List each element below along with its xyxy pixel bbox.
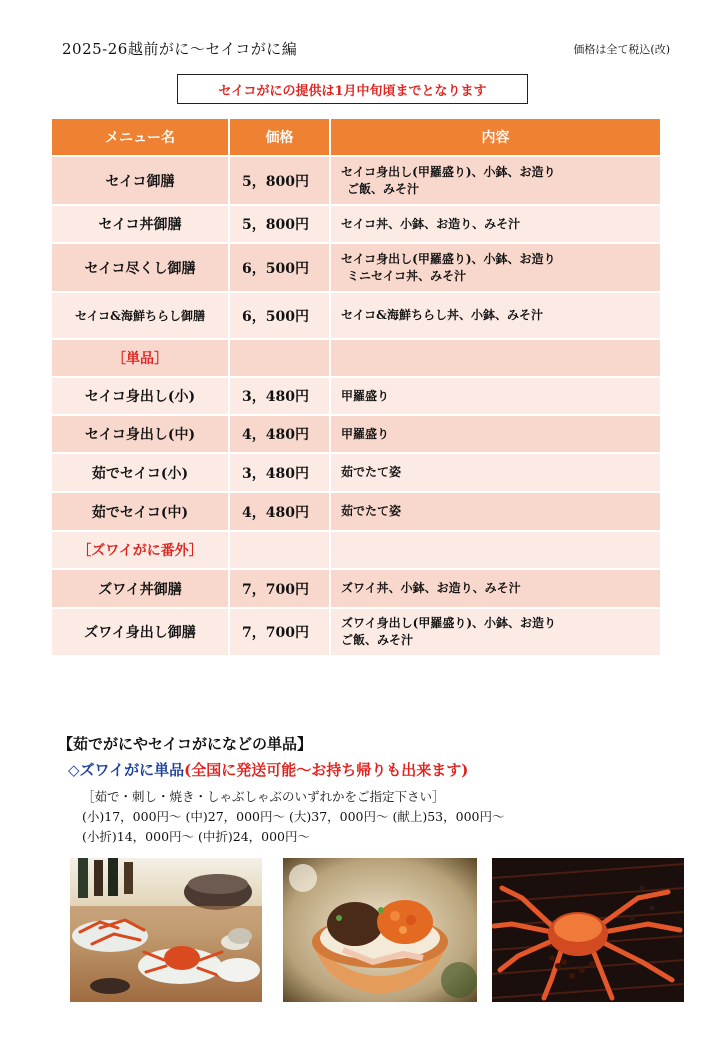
menu-desc bbox=[330, 608, 660, 655]
empty-cell bbox=[330, 531, 660, 569]
menu-name: セイコ身出し(小) bbox=[52, 377, 229, 415]
section-label: ［単品］ bbox=[52, 339, 229, 377]
size-price-list: (小)17，000円～ (中)27，000円～ (大)37，000円～ (献上)53，000円～ bbox=[82, 809, 505, 824]
page-title: 2025-26越前がに～セイコがに編 bbox=[62, 40, 298, 58]
table-row bbox=[52, 292, 660, 339]
menu-price: 7，700円 bbox=[229, 569, 330, 608]
menu-name: ズワイ身出し御膳 bbox=[52, 608, 229, 655]
menu-desc bbox=[330, 569, 660, 608]
section-row bbox=[52, 531, 660, 569]
table-row bbox=[52, 156, 660, 205]
whole-crab-illustration bbox=[492, 858, 684, 1002]
cooking-options-note: ［茹で・刺し・焼き・しゃぶしゃぶのいずれかをご指定下さい］ bbox=[82, 789, 445, 804]
desc-line: ご飯、みそ汁 bbox=[347, 181, 420, 196]
menu-desc bbox=[330, 492, 660, 531]
shipping-note: (全国に発送可能～お持ち帰りも出来ます) bbox=[184, 761, 469, 779]
menu-price: 5，800円 bbox=[229, 205, 330, 243]
empty-cell bbox=[330, 339, 660, 377]
whole-crab-photo bbox=[492, 858, 684, 1002]
tax-note: 価格は全て税込(改) bbox=[573, 43, 670, 56]
header-contents: 内容 bbox=[330, 119, 660, 156]
table-row bbox=[52, 569, 660, 608]
desc-line: ズワイ身出し(甲羅盛り)、小鉢、お造り bbox=[341, 616, 556, 630]
menu-desc bbox=[330, 292, 660, 339]
menu-desc bbox=[330, 156, 660, 205]
menu-desc bbox=[330, 243, 660, 292]
menu-price: 3，480円 bbox=[229, 377, 330, 415]
section-label: ［ズワイがに番外］ bbox=[52, 531, 229, 569]
crab-feast-photo bbox=[70, 858, 262, 1002]
table-row bbox=[52, 205, 660, 243]
desc-line: ズワイ丼、小鉢、お造り、みそ汁 bbox=[341, 581, 521, 595]
menu-price: 4，480円 bbox=[229, 492, 330, 531]
zuwai-single-heading bbox=[68, 759, 468, 780]
desc-line: 茹でたて姿 bbox=[341, 504, 402, 518]
menu-price: 6，500円 bbox=[229, 292, 330, 339]
menu-price: 7，700円 bbox=[229, 608, 330, 655]
header-menu-name: メニュー名 bbox=[52, 119, 229, 156]
desc-line: 甲羅盛り bbox=[341, 388, 390, 403]
desc-line: ミニセイコ丼、みそ汁 bbox=[347, 268, 467, 283]
desc-line: セイコ身出し(甲羅盛り)、小鉢、お造り bbox=[341, 164, 556, 179]
table-row bbox=[52, 608, 660, 655]
desc-line: セイコ身出し(甲羅盛り)、小鉢、お造り bbox=[341, 251, 556, 266]
header-price: 価格 bbox=[229, 119, 330, 156]
notice-box bbox=[177, 74, 528, 104]
menu-table-header bbox=[52, 119, 660, 156]
section-row bbox=[52, 339, 660, 377]
menu-name: セイコ丼御膳 bbox=[52, 205, 229, 243]
empty-cell bbox=[229, 339, 330, 377]
table-row bbox=[52, 453, 660, 492]
menu-price: 3，480円 bbox=[229, 453, 330, 492]
desc-line: セイコ&海鮮ちらし丼、小鉢、みそ汁 bbox=[341, 308, 543, 322]
table-row bbox=[52, 377, 660, 415]
menu-desc bbox=[330, 415, 660, 453]
table-row bbox=[52, 243, 660, 292]
notice-text: セイコがにの提供は1月中旬頃までとなります bbox=[218, 83, 487, 99]
desc-line: セイコ丼、小鉢、お造り、みそ汁 bbox=[341, 216, 521, 231]
menu-name: セイコ尽くし御膳 bbox=[52, 243, 229, 292]
menu-name: セイコ&海鮮ちらし御膳 bbox=[52, 292, 229, 339]
crab-feast-illustration bbox=[70, 858, 262, 1002]
menu-desc bbox=[330, 205, 660, 243]
crab-shell-bowl-photo bbox=[283, 858, 477, 1002]
menu-name: セイコ身出し(中) bbox=[52, 415, 229, 453]
menu-price: 6，500円 bbox=[229, 243, 330, 292]
single-items-title: 【茹でがにやセイコがになどの単品】 bbox=[58, 735, 312, 753]
empty-cell bbox=[229, 531, 330, 569]
menu-name: 茹でセイコ(中) bbox=[52, 492, 229, 531]
menu-table bbox=[52, 119, 660, 655]
menu-name: ズワイ丼御膳 bbox=[52, 569, 229, 608]
desc-line: ご飯、みそ汁 bbox=[341, 633, 414, 647]
menu-desc bbox=[330, 377, 660, 415]
menu-name: 茹でセイコ(小) bbox=[52, 453, 229, 492]
desc-line: 甲羅盛り bbox=[341, 426, 390, 441]
desc-line: 茹でたて姿 bbox=[341, 465, 402, 479]
menu-price: 4，480円 bbox=[229, 415, 330, 453]
menu-name: セイコ御膳 bbox=[52, 156, 229, 205]
folded-price-list: (小折)14，000円～ (中折)24，000円～ bbox=[82, 829, 311, 844]
menu-desc bbox=[330, 453, 660, 492]
table-row bbox=[52, 492, 660, 531]
crab-shell-bowl-illustration bbox=[283, 858, 477, 1002]
menu-price: 5，800円 bbox=[229, 156, 330, 205]
table-row bbox=[52, 415, 660, 453]
zuwai-single-label: ◇ズワイがに単品 bbox=[68, 761, 185, 779]
